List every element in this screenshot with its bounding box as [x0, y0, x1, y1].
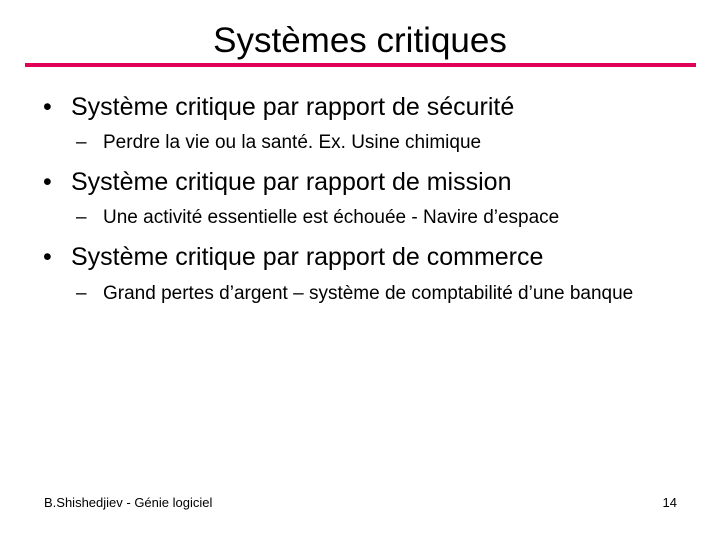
slide-title: Systèmes critiques: [213, 21, 507, 60]
dash-marker: –: [76, 132, 87, 153]
sub-item-text: Une activité essentielle est échouée - Navire d’espace: [103, 207, 560, 228]
footer-author: B.Shishedjiev - Génie logiciel: [44, 495, 213, 510]
bullet-marker: •: [43, 93, 52, 121]
bullet-text: Système critique par rapport de sécurité: [71, 93, 515, 121]
bullet-marker: •: [43, 168, 52, 196]
sub-item-text: Grand pertes d’argent – système de comptabilité d’une banque: [103, 283, 634, 304]
bullet-marker: •: [43, 243, 52, 271]
dash-marker: –: [76, 207, 87, 228]
bullet-text: Système critique par rapport de mission: [71, 168, 512, 196]
dash-marker: –: [76, 283, 87, 304]
bullet-text: Système critique par rapport de commerce: [71, 243, 544, 271]
page-number: 14: [662, 495, 677, 510]
sub-item-text: Perdre la vie ou la santé. Ex. Usine chimique: [103, 132, 482, 153]
